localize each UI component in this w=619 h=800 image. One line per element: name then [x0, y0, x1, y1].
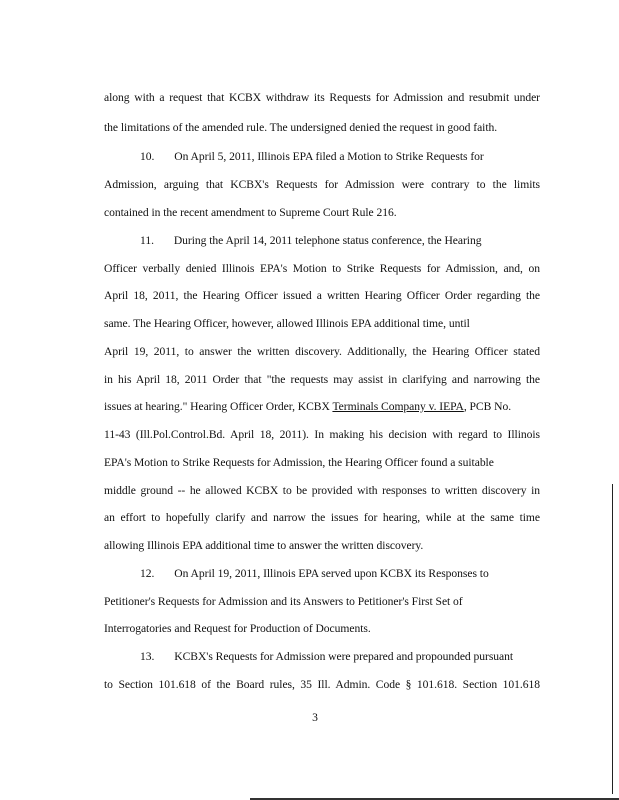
text-line: an effort to hopefully clarify and narrow the issues for hearing, while at the same time: [104, 511, 540, 524]
text-line: April 19, 2011, to answer the written discovery. Additionally, the Hearing Officer stated: [104, 345, 540, 358]
text-line: Interrogatories and Request for Production of Documents.: [104, 622, 371, 635]
scan-edge-artifact: [612, 484, 613, 794]
text-line: allowing Illinois EPA additional time to answer the written discovery.: [104, 539, 424, 552]
text-line: contained in the recent amendment to Supreme Court Rule 216.: [104, 206, 397, 219]
citation-suffix: , PCB No.: [463, 400, 512, 413]
paragraph-11-start: 11. During the April 14, 2011 telephone status conference, the Hearing: [140, 234, 482, 247]
text-line: middle ground -- he allowed KCBX to be provided with responses to written discovery in: [104, 484, 540, 497]
text-line: Officer verbally denied Illinois EPA's Motion to Strike Requests for Admission, and, on: [104, 262, 540, 275]
text-line: EPA's Motion to Strike Requests for Admission, the Hearing Officer found a suitable: [104, 456, 494, 469]
case-name: Terminals Company v. IEPA: [332, 400, 464, 413]
text-line: Admission, arguing that KCBX's Requests for Admission were contrary to the limits: [104, 178, 540, 191]
paragraph-13-start: 13. KCBX's Requests for Admission were prepared and propounded pursuant: [140, 650, 514, 663]
text-line: in his April 18, 2011 Order that "the requests may assist in clarifying and narrowing the: [104, 373, 540, 386]
citation-prefix: issues at hearing." Hearing Officer Order, KCBX: [104, 400, 333, 413]
page-number: 3: [312, 711, 318, 724]
paragraph-10-start: 10. On April 5, 2011, Illinois EPA filed a Motion to Strike Requests for: [140, 150, 484, 163]
text-line: along with a request that KCBX withdraw its Requests for Admission and resubmit under: [104, 91, 540, 104]
text-line: Petitioner's Requests for Admission and its Answers to Petitioner's First Set of: [104, 595, 463, 608]
text-line: the limitations of the amended rule. The undersigned denied the request in good faith.: [104, 121, 498, 134]
paragraph-12-start: 12. On April 19, 2011, Illinois EPA served upon KCBX its Responses to: [140, 567, 489, 580]
citation-line: [104, 400, 540, 414]
text-line: to Section 101.618 of the Board rules, 35 Ill. Admin. Code § 101.618. Section 101.618: [104, 678, 540, 691]
text-line: 11-43 (Ill.Pol.Control.Bd. April 18, 2011). In making his decision with regard to Illinois: [104, 428, 540, 441]
text-line: April 18, 2011, the Hearing Officer issued a written Hearing Officer Order regarding the: [104, 289, 540, 302]
text-line: same. The Hearing Officer, however, allowed Illinois EPA additional time, until: [104, 317, 470, 330]
